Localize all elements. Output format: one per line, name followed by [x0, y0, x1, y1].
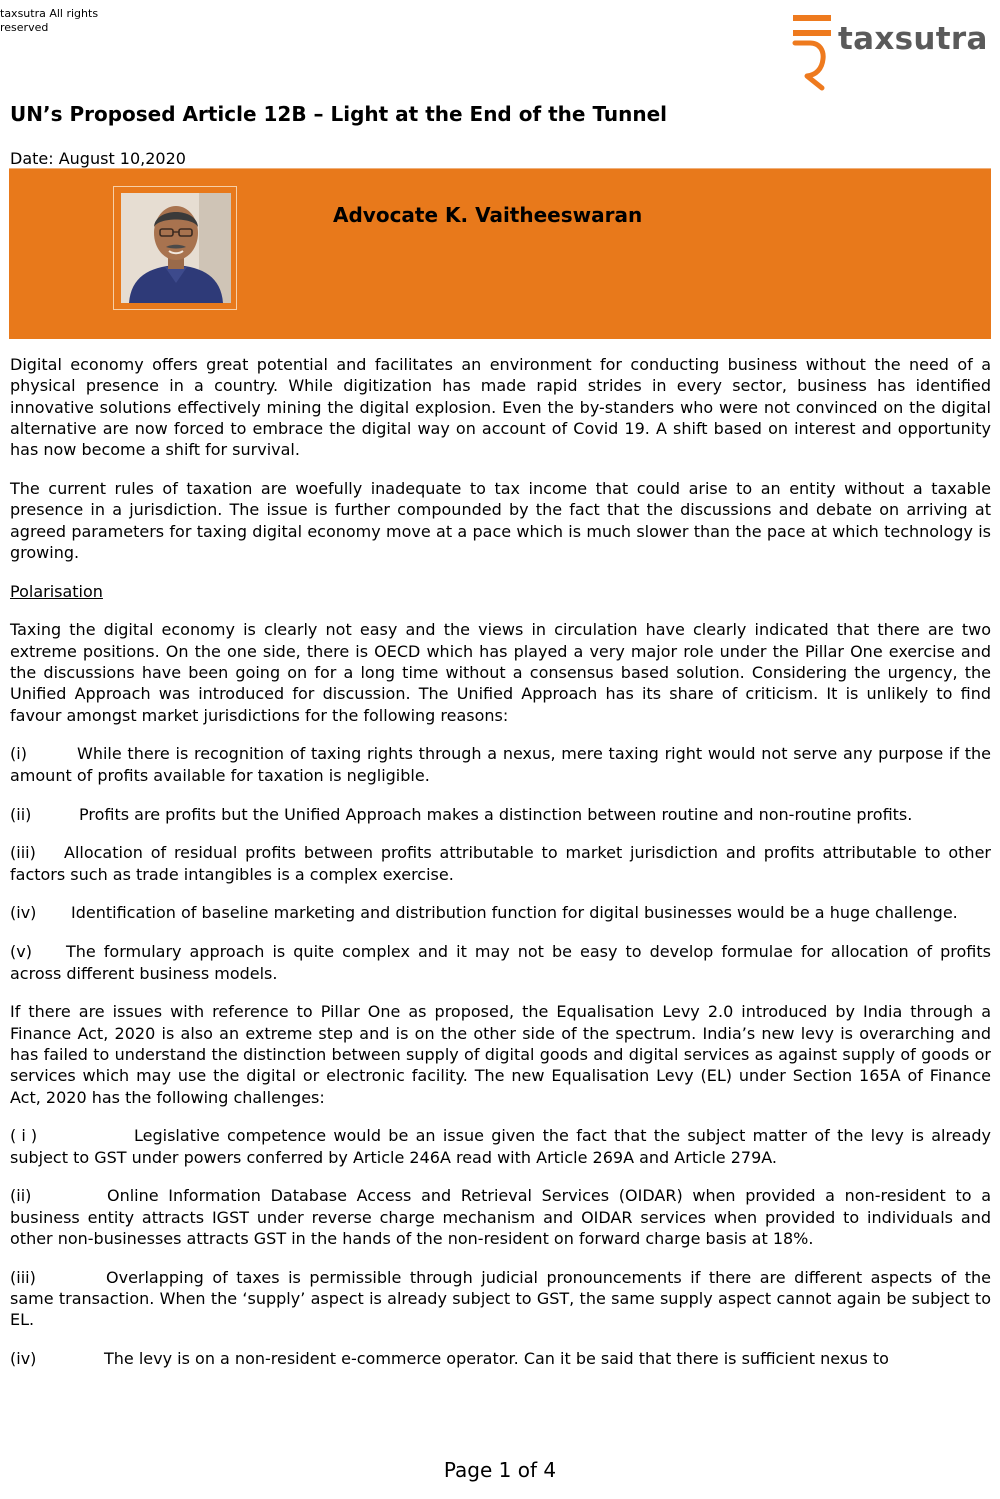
list-text: Overlapping of taxes is permissible through judicial pronouncements if there are different aspects of the same transaction. When the ‘supply’ aspect is already subject to GST, the same supply aspect cannot again be subject to EL. — [10, 1267, 991, 1330]
list-number: (i) — [10, 744, 27, 764]
list-item — [10, 743, 991, 786]
list-text: Allocation of residual profits between profits attributable to market jurisdiction and profits attributable to other factors such as trade intangibles is a complex exercise. — [10, 843, 991, 884]
list-text: Identification of baseline marketing and distribution function for digital businesses would be a huge challenge. — [71, 903, 958, 923]
logo-wordmark: taxsutra — [838, 21, 988, 57]
list-text: Online Information Database Access and Retrieval Services (OIDAR) when provided a non-resident to a business entity attracts IGST under reverse charge mechanism and OIDAR services when provided to individuals and other non-businesses attracts GST in the hands of the non-resident on forward charge basis at 18%. — [10, 1186, 991, 1248]
list-item — [10, 941, 991, 984]
list-item — [10, 804, 991, 825]
list-number: (ii) — [10, 1186, 32, 1206]
list-number: (iii) — [10, 843, 36, 863]
list-item — [10, 1348, 991, 1369]
author-name: Advocate K. Vaitheeswaran — [333, 203, 643, 227]
copyright-notice: taxsutra All rights reserved — [0, 7, 99, 34]
article-body — [10, 354, 991, 1387]
author-banner — [9, 168, 991, 339]
list-text: Profits are profits but the Unified Approach makes a distinction between routine and non-routine profits. — [79, 804, 913, 824]
list-item — [10, 1125, 991, 1168]
page-number: Page 1 of 4 — [443, 1458, 557, 1482]
list-text: The levy is on a non-resident e-commerce operator. Can it be said that there is sufficient nexus to — [104, 1349, 889, 1369]
list-item — [10, 842, 991, 885]
section-heading: Polarisation — [10, 581, 103, 601]
list-number: ( i ) — [10, 1126, 38, 1146]
body-paragraph: Taxing the digital economy is clearly not easy and the views in circulation have clearly indicated that there are two extreme positions. On the one side, there is OECD which has played a very major role under the Pillar One exercise and the discussions have been going on for a long time without a consensus based solution. Considering the urgency, the Unified Approach was introduced for discussion. The Unified Approach has its share of criticism. It is unlikely to find favour amongst market jurisdictions for the following reasons: — [10, 620, 991, 725]
body-paragraph: If there are issues with reference to Pillar One as proposed, the Equalisation Levy 2.0 introduced by India through a Finance Act, 2020 is also an extreme step and is on the other side of the spectrum. India’s new levy is overarching and has failed to understand the distinction between supply of digital goods and digital services as against supply of goods or services which may use the digital or electronic facility. The new Equalisation Levy (EL) under Section 165A of Finance Act, 2020 has the following challenges: — [10, 1002, 991, 1107]
author-photo-frame — [113, 186, 237, 310]
article-date: Date: August 10,2020 — [10, 149, 186, 168]
body-paragraph: Digital economy offers great potential and facilitates an environment for conducting business without the need of a physical presence in a country. While digitization has made rapid strides in every sector, business has identified innovative solutions effectively mining the digital explosion. Even the by-standers who were not convinced on the digital alternative are now forced to embrace the digital way on account of Covid 19. A shift based on interest and opportunity has now become a shift for survival. — [10, 355, 991, 460]
list-number: (ii) — [10, 804, 32, 824]
author-photo — [121, 193, 231, 303]
list-number: (v) — [10, 942, 32, 962]
list-number: (iii) — [10, 1267, 36, 1287]
rupee-icon — [790, 15, 834, 91]
list-text: Legislative competence would be an issue given the fact that the subject matter of the levy is already subject to GST under powers conferred by Article 246A read with Article 269A and Article 279A. — [10, 1126, 991, 1167]
list-text: While there is recognition of taxing rights through a nexus, mere taxing right would not serve any purpose if the amount of profits available for taxation is negligible. — [10, 744, 991, 785]
list-item — [10, 1185, 991, 1249]
article-title: UN’s Proposed Article 12B – Light at the End of the Tunnel — [10, 102, 668, 126]
list-item — [10, 902, 991, 923]
taxsutra-logo[interactable] — [790, 15, 990, 91]
list-item — [10, 1267, 991, 1331]
list-text: The formulary approach is quite complex and it may not be easy to develop formulae for allocation of profits across different business models. — [10, 942, 991, 983]
body-paragraph: The current rules of taxation are woefully inadequate to tax income that could arise to an entity without a taxable presence in a jurisdiction. The issue is further compounded by the fact that the discussions and debate on arriving at agreed parameters for taxing digital economy move at a pace which is much slower than the pace at which technology is growing. — [10, 478, 991, 562]
list-number: (iv) — [10, 903, 37, 923]
list-number: (iv) — [10, 1349, 37, 1369]
